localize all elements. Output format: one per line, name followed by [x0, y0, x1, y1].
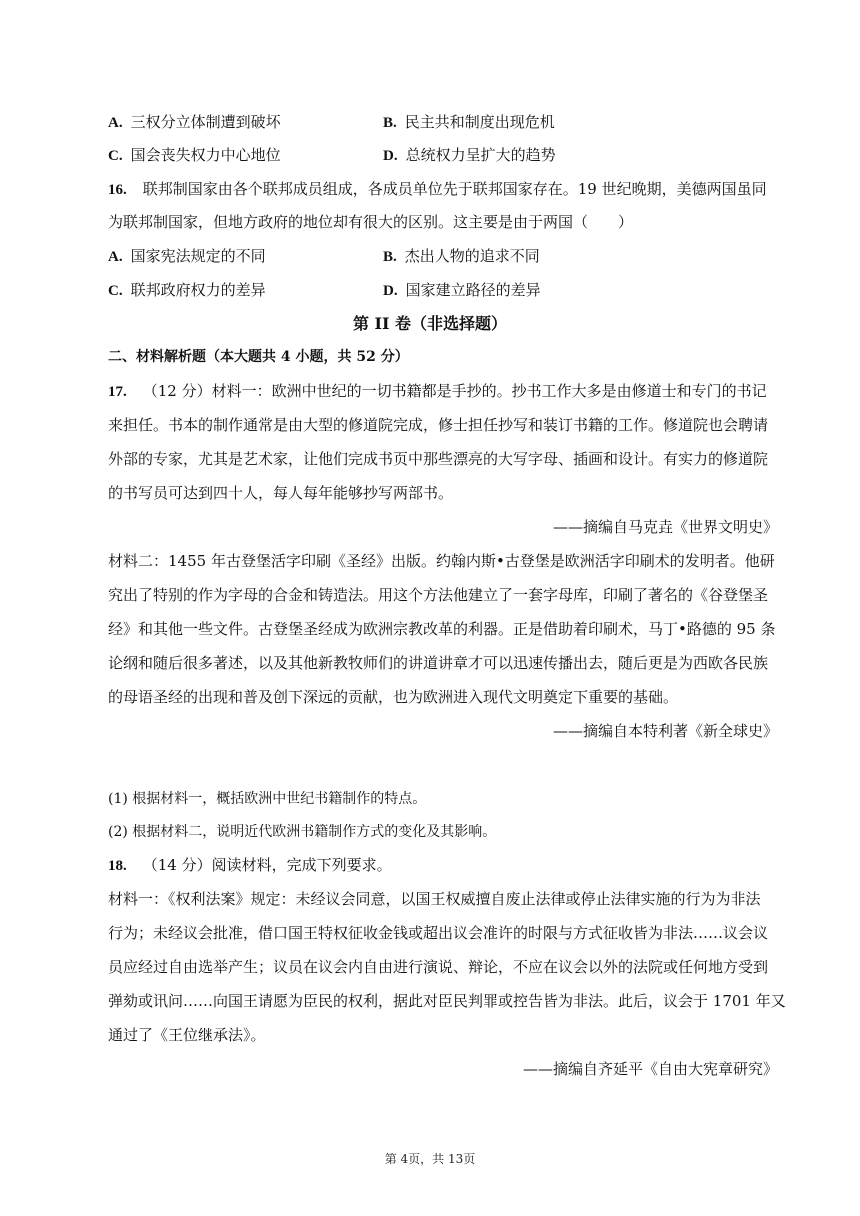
question-number: 18.	[108, 858, 127, 874]
question-number: 17.	[108, 384, 127, 400]
q17-material2-line-4: 论纲和随后很多著述，以及其他新教牧师们的讲道讲章才可以迅速传播出去，随后更是为西欧各民族	[108, 654, 769, 672]
q16-stem-line-1	[108, 179, 767, 200]
option-text: 民主共和制度出现危机	[404, 113, 555, 131]
q18-line-4: 弹劾或讯问……向国王请愿为臣民的权利，据此对臣民判罪或控告皆为非法。此后，议会于 1701 年又	[108, 992, 786, 1010]
q17-source-1: ——摘编自马克垚《世界文明史》	[552, 518, 778, 536]
q16-stem-line-2: 为联邦制国家，但地方政府的地位却有很大的区别。这主要是由于两国（ ）	[108, 213, 634, 231]
option-label: A.	[108, 115, 123, 131]
q18-line-2: 行为；未经议会批准，借口国王特权征收金钱或超出议会准许的时限与方式征收皆为非法……议会议	[108, 924, 769, 942]
option-text: 总统权力呈扩大的趋势	[405, 146, 556, 164]
q18-source: ——摘编自齐延平《自由大宪章研究》	[522, 1060, 778, 1078]
q17-material2-line-2: 究出了特别的作为字母的合金和铸造法。用这个方法他建立了一套字母库，印刷了著名的《谷登堡圣	[108, 586, 769, 604]
q17-material2-line-5: 的母语圣经的出现和普及创下深远的贡献，也为欧洲进入现代文明奠定下重要的基础。	[108, 688, 679, 706]
option-text: 国家宪法规定的不同	[130, 247, 266, 265]
q17-material2-line-1: 材料二：1455 年古登堡活字印刷《圣经》出版。约翰内斯•古登堡是欧洲活字印刷术的发明者。他研	[108, 552, 775, 570]
q17-line-4: 的书写员可达到四十人，每人每年能够抄写两部书。	[108, 484, 454, 502]
q18-line-3: 员应经过自由选举产生；议员在议会内自由进行演说、辩论，不应在议会以外的法院或任何地方受到	[108, 958, 769, 976]
q15-option-a	[108, 112, 281, 133]
q15-option-d	[383, 145, 556, 166]
q15-option-b	[383, 112, 555, 133]
q17-line-3: 外部的专家，尤其是艺术家，让他们完成书页中那些漂亮的大写字母、插画和设计。有实力的修道院	[108, 450, 769, 468]
option-label: D.	[383, 148, 398, 164]
q18-intro	[108, 855, 392, 876]
q18-line-5: 通过了《王位继承法》。	[108, 1026, 266, 1044]
option-label: B.	[383, 115, 397, 131]
option-label: C.	[108, 148, 123, 164]
option-text: 国家建立路径的差异	[405, 281, 541, 299]
option-label: C.	[108, 283, 123, 299]
option-text: 联邦政府权力的差异	[130, 281, 266, 299]
q15-option-c	[108, 145, 281, 166]
option-label: A.	[108, 249, 123, 265]
section-title: 第 II 卷（非选择题）	[352, 314, 508, 333]
q17-source-2: ——摘编自本特利著《新全球史》	[552, 722, 778, 740]
option-text: 三权分立体制遭到破坏	[130, 113, 281, 131]
option-label: B.	[383, 249, 397, 265]
page-footer: 第 4页，共 13页	[384, 1152, 476, 1166]
q17-line-2: 来担任。书本的制作通常是由大型的修道院完成，修士担任抄写和装订书籍的工作。修道院也会聘请	[108, 416, 769, 434]
intro-text: （14 分）阅读材料，完成下列要求。	[142, 856, 392, 874]
material-text: （12 分）材料一：欧洲中世纪的一切书籍都是手抄的。抄书工作大多是由修道士和专门的书记	[142, 382, 767, 400]
q16-option-a	[108, 246, 266, 267]
option-text: 国会丧失权力中心地位	[130, 146, 281, 164]
q16-option-d	[383, 280, 541, 301]
stem-text: 联邦制国家由各个联邦成员组成，各成员单位先于联邦国家存在。19 世纪晚期，美德两国虽同	[142, 180, 767, 198]
q16-option-b	[383, 246, 540, 267]
question-number: 16.	[108, 182, 127, 198]
q17-subquestion-1: (1) 根据材料一，概括欧洲中世纪书籍制作的特点。	[108, 791, 427, 807]
option-text: 杰出人物的追求不同	[404, 247, 540, 265]
option-label: D.	[383, 283, 398, 299]
q17-subquestion-2: (2) 根据材料二，说明近代欧洲书籍制作方式的变化及其影响。	[108, 824, 497, 840]
q17-material2-line-3: 经》和其他一些文件。古登堡圣经成为欧洲宗教改革的利器。正是借助着印刷术，马丁•路德的 95 条	[108, 620, 776, 638]
section-subtitle: 二、材料解析题（本大题共 4 小题，共 52 分）	[108, 349, 409, 365]
q17-line-1	[108, 381, 767, 402]
q16-option-c	[108, 280, 266, 301]
q18-line-1: 材料一：《权利法案》规定：未经议会同意，以国王权威擅自废止法律或停止法律实施的行为为非法	[108, 890, 761, 908]
